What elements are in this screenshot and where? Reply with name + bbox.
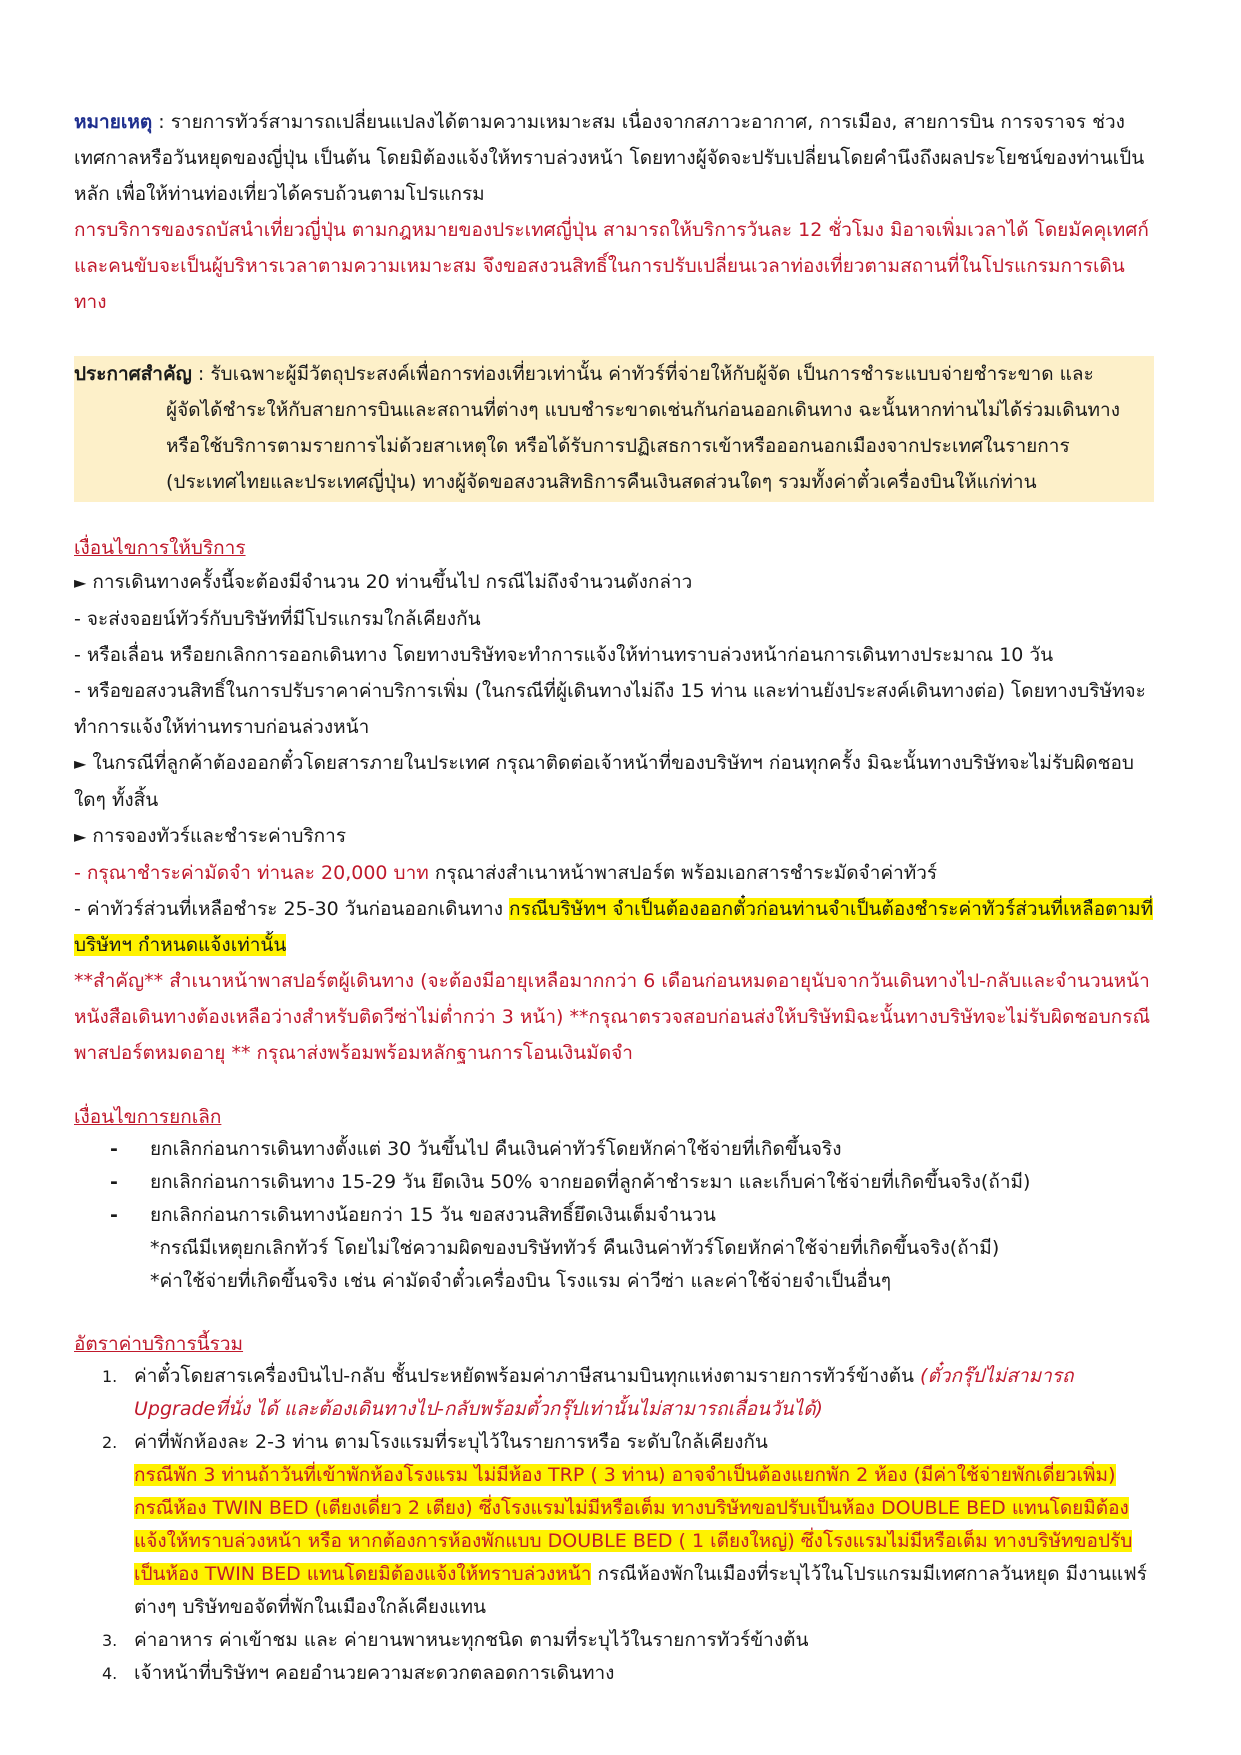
triangle-bullet-icon: ►	[74, 754, 87, 773]
triangle-bullet-icon: ►	[74, 573, 87, 592]
notice-first-line	[74, 356, 1154, 392]
passport-important-note: **สำคัญ** สำเนาหน้าพาสปอร์ตผู้เดินทาง (จะต้องมีอายุเหลือมากกว่า 6 เดือนก่อนหมดอายุนับจากวันเดินทางไป-กลับและจำนวนหน้าหนังสือเดินทางต้องเหลือว่างสำหรับติดวีซ่าไม่ต่ำกว่า 3 หน้า) **กรุณาตรวจสอบก่อนส่งให้บริษัทมิฉะนั้นทางบริษัทจะไม่รับผิดชอบกรณีพาสปอร์ตหมดอายุ ** กรุณาส่งพร้อมพร้อมหลักฐานการโอนเงินมัดจำ	[74, 970, 1151, 1064]
condition-line-1	[74, 564, 1154, 601]
deposit-rest: กรุณาส่งสำเนาหน้าพาสปอร์ต พร้อมเอกสารชำระมัดจำค่าทัวร์	[428, 862, 938, 884]
remark-label: หมายเหตุ	[74, 111, 153, 133]
item-number: 1.	[102, 1367, 118, 1386]
price-includes-list	[74, 1360, 1154, 1690]
condition-line-4: - หรือขอสงวนสิทธิ์ในการปรับราคาค่าบริการเพิ่ม (ในกรณีที่ผู้เดินทางไม่ถึง 15 ท่าน และท่านยังประสงค์เดินทางต่อ) โดยทางบริษัทจะทำการแจ้งให้ท่านทราบก่อนล่วงหน้า	[74, 680, 1146, 738]
deposit-amount: - กรุณาชำระค่ามัดจำ ท่านละ 20,000 บาท	[74, 862, 429, 884]
balance-text: - ค่าทัวร์ส่วนที่เหลือชำระ 25-30 วันก่อนออกเดินทาง	[74, 898, 510, 920]
include-note-1: (ตั๋วกรุ๊ปไม่สามารถ Upgradeที่นั่ง ได้ และต้องเดินทางไป-กลับพร้อมตั๋วกรุ๊ปเท่านั้นไม่สามารถเลื่อนวันได้)	[134, 1365, 1074, 1420]
list-item: - ยกเลิกก่อนการเดินทางตั้งแต่ 30 วันขึ้นไป คืนเงินค่าทัวร์โดยหักค่าใช้จ่ายที่เกิดขึ้นจริง	[110, 1133, 1154, 1166]
deposit-line	[74, 855, 1154, 891]
document-page	[74, 104, 1154, 1690]
cancellation-note-1: *กรณีมีเหตุยกเลิกทัวร์ โดยไม่ใช่ความผิดของบริษัททัวร์ คืนเงินค่าทัวร์โดยหักค่าใช้จ่ายที่เกิดขึ้นจริง(ถ้ามี)	[150, 1237, 1000, 1259]
list-item	[102, 1657, 1154, 1690]
item-number: 4.	[102, 1664, 118, 1683]
triangle-bullet-icon: ►	[74, 827, 87, 846]
include-text-2-rest: กรณีห้องพักในเมืองที่ระบุไว้ในโปรแกรมมีเทศกาลวันหยุด มีงานแฟร์ต่างๆ บริษัทขอจัดที่พักในเมืองใกล้เคียงแทน	[134, 1563, 1147, 1618]
cancellation-note-2: *ค่าใช้จ่ายที่เกิดขึ้นจริง เช่น ค่ามัดจำตั๋วเครื่องบิน โรงแรม ค่าวีซ่า และค่าใช้จ่ายจำเป็นอื่นๆ	[150, 1270, 892, 1292]
notice-rest: ผู้จัดได้ชำระให้กับสายการบินและสถานที่ต่างๆ แบบชำระขาดเช่นกันก่อนออกเดินทาง ฉะนั้นหากท่านไม่ได้ร่วมเดินทางหรือใช้บริการตามรายการไม่ด้วยสาเหตุใด หรือได้รับการปฏิเสธการเข้าหรือออกนอกเมืองจากประเทศในรายการ (ประเทศไทยและประเทศญี่ปุ่น) ทางผู้จัดขอสงวนสิทธิการคืนเงินสดส่วนใดๆ รวมทั้งค่าตั๋วเครื่องบินให้แก่ท่าน	[166, 399, 1121, 493]
notice-label: ประกาศสำคัญ	[74, 363, 192, 385]
include-text-4: เจ้าหน้าที่บริษัทฯ คอยอำนวยความสะดวกตลอดการเดินทาง	[134, 1662, 615, 1684]
item-number: 2.	[102, 1433, 118, 1452]
list-item	[102, 1360, 1154, 1426]
notice-line1: : รับเฉพาะผู้มีวัตถุประสงค์เพื่อการท่องเที่ยวเท่านั้น ค่าทัวร์ที่จ่ายให้กับผู้จัด เป็นการชำระแบบจ่ายชำระขาด และ	[191, 363, 1094, 385]
remark-text: : รายการทัวร์สามารถเปลี่ยนแปลงได้ตามความเหมาะสม เนื่องจากสภาวะอากาศ, การเมือง, สายการบิน การจราจร ช่วงเทศกาลหรือวันหยุดของญี่ปุ่น เป็นต้น โดยมิต้องแจ้งให้ทราบล่วงหน้า โดยทางผู้จัดจะปรับเปลี่ยนโดยคำนึงถึงผลประโยชน์ของท่านเป็นหลัก เพื่อให้ท่านท่องเที่ยวได้ครบถ้วนตามโปรแกรม	[74, 111, 1145, 205]
include-text-3: ค่าอาหาร ค่าเข้าชม และ ค่ายานพาหนะทุกชนิด ตามที่ระบุไว้ในรายการทัวร์ข้างต้น	[134, 1629, 809, 1651]
balance-highlight: กรณีบริษัทฯ จำเป็นต้องออกตั๋วก่อนท่านจำเป็นต้องชำระค่าทัวร์ส่วนที่เหลือตามที่บริษัทฯ กำหนดแจ้งเท่านั้น	[74, 898, 1154, 956]
condition-text-5: ในกรณีที่ลูกค้าต้องออกตั๋วโดยสารภายในประเทศ กรุณาติดต่อเจ้าหน้าที่ของบริษัทฯ ก่อนทุกครั้ง มิฉะนั้นทางบริษัทจะไม่รับผิดชอบใดๆ ทั้งสิ้น	[74, 752, 1134, 811]
condition-text-6: การจองทัวร์และชำระค่าบริการ	[86, 825, 347, 847]
list-item	[102, 1624, 1154, 1657]
list-item: - ยกเลิกก่อนการเดินทาง 15-29 วัน ยึดเงิน 50% จากยอดที่ลูกค้าชำระมา และเก็บค่าใช้จ่ายที่เกิดขึ้นจริง(ถ้ามี)	[110, 1166, 1154, 1199]
cancellation-heading: เงื่อนไขการยกเลิก	[74, 1106, 222, 1128]
bus-service-note: การบริการของรถบัสนำเที่ยวญี่ปุ่น ตามกฎหมายของประเทศญี่ปุ่น สามารถให้บริการวันละ 12 ชั่วโมง มิอาจเพิ่มเวลาได้ โดยมัคคุเทศก์และคนขับจะเป็นผู้บริหารเวลาตามความเหมาะสม จึงขอสงวนสิทธิ์ในการปรับเปลี่ยนเวลาท่องเที่ยวตามสถานที่ในโปรแกรมการเดินทาง	[74, 219, 1149, 313]
condition-line-3: - หรือเลื่อน หรือยกเลิกการออกเดินทาง โดยทางบริษัทจะทำการแจ้งให้ท่านทราบล่วงหน้าก่อนการเดินทางประมาณ 10 วัน	[74, 644, 1054, 666]
remark-paragraph	[74, 104, 1154, 212]
list-item: - ยกเลิกก่อนการเดินทางน้อยกว่า 15 วัน ขอสงวนสิทธิ์ยึดเงินเต็มจำนวน	[110, 1199, 1154, 1232]
list-item	[102, 1426, 1154, 1624]
important-notice-box	[74, 356, 1154, 502]
cancellation-list	[74, 1133, 1154, 1232]
item-number: 3.	[102, 1631, 118, 1650]
include-text-2: ค่าที่พักห้องละ 2-3 ท่าน ตามโรงแรมที่ระบุไว้ในรายการหรือ ระดับใกล้เคียงกัน	[134, 1431, 768, 1453]
room-highlight-note: กรณีพัก 3 ท่านถ้าวันที่เข้าพักห้องโรงแรม ไม่มีห้อง TRP ( 3 ท่าน) อาจจำเป็นต้องแยกพัก 2 ห้อง (มีค่าใช้จ่ายพักเดี่ยวเพิ่ม) กรณีห้อง TWIN BED (เตียงเดี่ยว 2 เตียง) ซึ่งโรงแรมไม่มีหรือเต็ม ทางบริษัทขอปรับเป็นห้อง DOUBLE BED แทนโดยมิต้องแจ้งให้ทราบล่วงหน้า หรือ หากต้องการห้องพักแบบ DOUBLE BED ( 1 เตียงใหญ่) ซึ่งโรงแรมไม่มีหรือเต็ม ทางบริษัทขอปรับเป็นห้อง TWIN BED แทนโดยมิต้องแจ้งให้ทราบล่วงหน้า	[134, 1464, 1133, 1585]
condition-line-5	[74, 745, 1154, 818]
price-includes-heading: อัตราค่าบริการนี้รวม	[74, 1333, 244, 1355]
service-conditions-heading: เงื่อนไขการให้บริการ	[74, 537, 246, 559]
balance-line	[74, 891, 1154, 963]
condition-text-1: การเดินทางครั้งนี้จะต้องมีจำนวน 20 ท่านขึ้นไป กรณีไม่ถึงจำนวนดังกล่าว	[86, 571, 693, 593]
condition-line-2: - จะส่งจอยน์ทัวร์กับบริษัทที่มีโปรแกรมใกล้เคียงกัน	[74, 608, 481, 630]
include-text-1: ค่าตั๋วโดยสารเครื่องบินไป-กลับ ชั้นประหยัดพร้อมค่าภาษีสนามบินทุกแห่งตามรายการทัวร์ข้างต้น	[134, 1365, 921, 1387]
condition-line-6	[74, 818, 1154, 855]
